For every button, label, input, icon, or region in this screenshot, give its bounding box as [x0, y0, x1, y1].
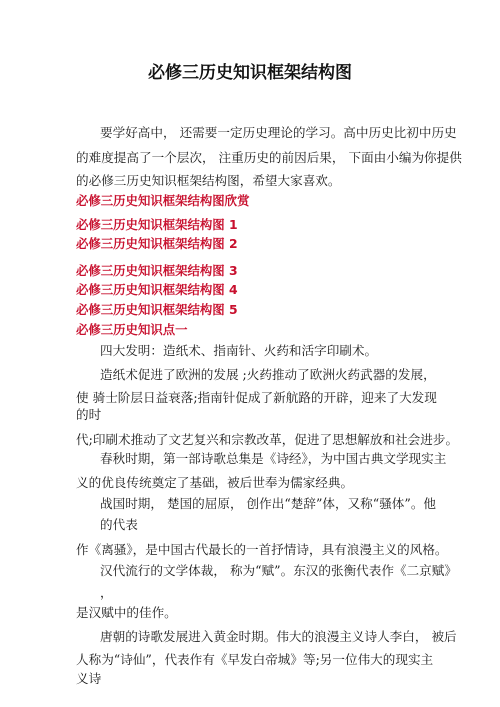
body-line: 作《离骚》，是中国古代最长的一首抒情诗，具有浪漫主义的风格。 [76, 542, 448, 557]
body-line: ， [100, 585, 113, 600]
heading-link[interactable]: 必修三历史知识点一 [76, 322, 188, 337]
body-line: 义的优良传统奠定了基础，被后世奉为儒家经典。 [76, 475, 354, 490]
intro-line: 的必修三历史知识框架结构图，希望大家喜欢。 [76, 173, 341, 188]
body-line: 四大发明：造纸术、指南针、火药和活字印刷术。 [100, 343, 378, 358]
body-line: 唐朝的诗歌发展进入黄金时期。伟大的浪漫主义诗人李白， 被后 [100, 629, 457, 644]
body-line: 是汉赋中的佳作。 [76, 605, 177, 620]
body-line: 使 骑士阶层日益衰落;指南针促成了新航路的开辟，迎来了大发现 [76, 390, 437, 405]
body-line: 的代表 [100, 517, 138, 532]
intro-line: 要学好高中， 还需要一定历史理论的学习。高中历史比初中历史 [100, 125, 457, 140]
body-line: 造纸术促进了欧洲的发展 ;火药推动了欧洲火药武器的发展， [100, 367, 436, 382]
heading-link[interactable]: 必修三历史知识框架结构图 5 [76, 302, 238, 317]
body-line: 代;印刷术推动了文艺复兴和宗教改革，促进了思想解放和社会进步。 [76, 432, 459, 447]
body-line: 的时 [76, 407, 102, 422]
intro-line: 的难度提高了一个层次， 注重历史的前因后果， 下面由小编为你提供 [76, 150, 462, 165]
page-title: 必修三历史知识框架结构图 [148, 63, 352, 83]
heading-link[interactable]: 必修三历史知识框架结构图欣赏 [76, 193, 250, 208]
body-line: 战国时期， 楚国的屈原， 创作出“楚辞”体，又称“骚体”。他 [100, 496, 437, 511]
heading-link[interactable]: 必修三历史知识框架结构图 4 [76, 282, 238, 297]
body-line: 义诗 [76, 671, 102, 686]
body-line: 人称为“诗仙”，代表作有《早发白帝城》等;另一位伟大的现实主 [76, 652, 434, 667]
heading-link[interactable]: 必修三历史知识框架结构图 1 [76, 217, 238, 232]
heading-link[interactable]: 必修三历史知识框架结构图 2 [76, 236, 238, 251]
body-line: 汉代流行的文学体裁， 称为“赋”。东汉的张衡代表作《二京赋》 [100, 563, 457, 578]
body-line: 春秋时期，第一部诗歌总集是《诗经》，为中国古典文学现实主 [100, 451, 447, 466]
heading-link[interactable]: 必修三历史知识框架结构图 3 [76, 263, 238, 278]
